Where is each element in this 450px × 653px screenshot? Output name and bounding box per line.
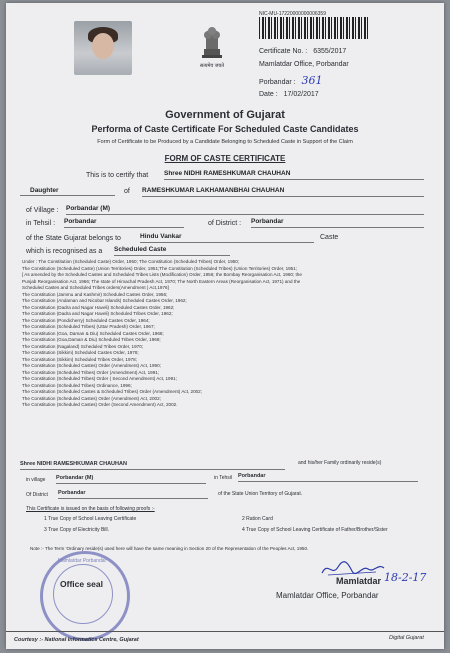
place-row xyxy=(259,74,323,87)
relation: Daughter xyxy=(20,187,115,196)
holder-name: Shree NIDHI RAMESHKUMAR CHAUHAN xyxy=(164,170,424,180)
district-label: of District : xyxy=(208,220,242,227)
certificate-number: 6355/2017 xyxy=(313,48,347,55)
performa-title: Performa of Caste Certificate For Scheduled Caste Candidates xyxy=(91,124,359,134)
order-line: The Constitution (Dadra and Nagar Haveli) Scheduled Castes Order, 1962; xyxy=(22,304,175,310)
header-office: Mamlatdar Office, Porbandar xyxy=(259,61,349,68)
order-line: The Constitution (Scheduled Caste) (Union Territories) Order, 1951;The Constitution (Scheduled Tribes) (Union Territories) Order, 1951; xyxy=(22,265,298,271)
res-district-value: Porbandar xyxy=(58,490,208,499)
proof-item: 2 Ration Card xyxy=(242,516,273,522)
signatory-office: Mamlatdar Office, Porbandar xyxy=(276,591,379,600)
of-text: of xyxy=(124,188,130,195)
order-line: The Constitution (Scheduled Castes) Order (Amendment) Act, 1990; xyxy=(22,363,161,368)
constitution-orders-list xyxy=(22,259,432,409)
order-line: The Constitution (Pondicherry) Scheduled Castes Order, 1964; xyxy=(22,317,150,323)
certificate-date: 17/02/2017 xyxy=(283,91,319,98)
order-line: The Constitution (Scheduled Tribes) Ordinance, 1996; xyxy=(22,382,132,388)
order-line: Under : The Constitution (Scheduled Caste) Order, 1950; The Constitution (Scheduled Tribes) Order, 1950; xyxy=(22,259,240,264)
form-subtitle: Form of Certificate to be Produced by a Candidate Belonging to Scheduled Caste in Support of the Claim xyxy=(97,139,353,145)
res-village-label: in village xyxy=(26,477,46,483)
order-line: The Constitution (Scheduled Castes & Scheduled Tribes) Order (Amendment) Act, 2002; xyxy=(22,389,203,394)
order-line: The Constitution (Sikkim) Scheduled Castes Order, 1978; xyxy=(22,350,139,355)
order-line: The Constitution (Nagaland) Scheduled Tribes Order, 1970; xyxy=(22,343,144,349)
date-row xyxy=(259,91,319,98)
order-line: The Constitution (Sikkim) Scheduled Tribes Order, 1978; xyxy=(22,356,137,362)
barcode xyxy=(259,17,369,39)
caste-word: Caste xyxy=(320,234,339,241)
signature-date: 18-2-17 xyxy=(384,571,427,584)
footer-divider xyxy=(6,631,444,632)
village-label: of Village : xyxy=(26,207,59,214)
certify-text: This is to certify that xyxy=(86,172,149,179)
family-text: and his/her Family ordinarily reside(s) xyxy=(298,460,382,466)
recognised-text: which is recognised as a xyxy=(26,248,103,255)
digital-gujarat-text: Digital Gujarat xyxy=(389,635,424,641)
state-label: of the State Gujarat belongs to xyxy=(26,235,121,242)
order-line: The Constitution (Goa,Daman & Diu) Scheduled Tribes Order, 1968; xyxy=(22,337,161,342)
national-emblem-icon xyxy=(192,19,232,71)
tehsil-label: in Tehsil : xyxy=(26,220,56,227)
note-text: Note :- The Term 'Ordinary reside(s) used here will have the same meaning in Section 20 of the Representation of the Peoples Act, 1950. xyxy=(30,546,309,551)
res-tehsil-label: in Tehsil xyxy=(214,475,232,481)
emblem-caption: सत्यमेव जयते xyxy=(199,63,225,69)
order-line: The Constitution (Scheduled Tribes) (Uttar Pradesh) Order, 1967; xyxy=(22,324,155,329)
date-label: Date : xyxy=(259,91,278,98)
barcode-text: NIC-MU-17220000000006359 xyxy=(259,11,326,17)
order-line: The Constitution (Scheduled Tribes) Order ( Second Amendment) Act, 1991; xyxy=(22,376,177,381)
proofs-label: This Certificate is issued on the basis of following proofs :- xyxy=(26,506,155,512)
district-value: Porbandar xyxy=(251,218,424,228)
order-line: The Constitution (Goa, Daman & Diu) Scheduled Castes Order, 1968; xyxy=(22,330,164,336)
place-label: Porbandar : xyxy=(259,79,296,86)
government-title: Government of Gujarat xyxy=(165,109,285,121)
order-line: The Constitution (Andaman and Nicobar Islands) Scheduled Castes Order, 1962; xyxy=(22,298,187,303)
proof-item: 3 True Copy of Electricity Bill. xyxy=(44,527,110,533)
order-line: The Constitution (Jammu and Kashmir) Scheduled Castes Order, 1956; xyxy=(22,291,168,297)
state-text: of the State Union Territory of Gujarat. xyxy=(218,491,303,497)
form-heading: FORM OF CASTE CERTIFICATE xyxy=(164,154,286,163)
seal-label: Office seal xyxy=(60,579,103,589)
caste-value: Hindu Vankar xyxy=(140,233,314,243)
village-value: Porbandar (M) xyxy=(66,205,424,215)
proof-item: 4 True Copy of School Leaving Certificate of Father/Brother/Sister xyxy=(242,527,388,533)
order-line: [ As amended by the Scheduled Castes and Scheduled Tribes Lists (Modification) Order, 1956; the Bombay Reorganisation Act, 1960; the xyxy=(22,272,302,277)
order-line: Punjab Reorganisation Act, 1966; The state of Himachal Pradesh Act, 1970; The North Eastern Areas (Reorganisation Act, 1971) and the xyxy=(22,278,301,284)
seal-ring-text: Mamlatdar Porbandar xyxy=(57,558,107,564)
proof-item: 1 True Copy of School Leaving Certificate xyxy=(44,516,137,522)
order-line: The Constitution (Scheduled Castes) Order (Second Amendment) Act, 2002. xyxy=(22,402,178,407)
res-tehsil-value: Porbandar xyxy=(238,473,418,482)
order-line: The Constitution (Scheduled Tribes) Order (Amendment) Act, 1991; xyxy=(22,369,160,375)
applicant-photo xyxy=(74,21,132,75)
res-village-value: Porbandar (M) xyxy=(56,475,206,484)
order-line: Scheduled Castes and Scheduled Tribes orders(Amendment ) Act,1976] xyxy=(22,285,169,290)
order-line: The Constitution (Scheduled Castes) Order (Amendment) Act, 2002; xyxy=(22,395,161,401)
resident-name: Shree NIDHI RAMESHKUMAR CHAUHAN xyxy=(20,461,285,470)
signatory-designation: Mamlatdar xyxy=(336,576,382,586)
category-value: Scheduled Caste xyxy=(114,246,230,256)
res-district-label: Of District xyxy=(26,492,48,498)
handwritten-number: 361 xyxy=(301,74,323,87)
order-line: The Constitution (Dadra and Nagar Haveli) Scheduled Tribes Order, 1962; xyxy=(22,311,173,316)
certificate-number-row xyxy=(259,48,346,55)
courtesy-text: Courtesy :- National Informatics Centre, Gujarat xyxy=(14,637,139,643)
office-seal xyxy=(40,551,130,641)
parent-name: RAMESHKUMAR LAKHAMANBHAI CHAUHAN xyxy=(142,187,424,197)
certificate-number-label: Certificate No. : xyxy=(259,48,308,55)
certificate-page xyxy=(6,3,444,649)
tehsil-value: Porbandar xyxy=(64,218,184,228)
